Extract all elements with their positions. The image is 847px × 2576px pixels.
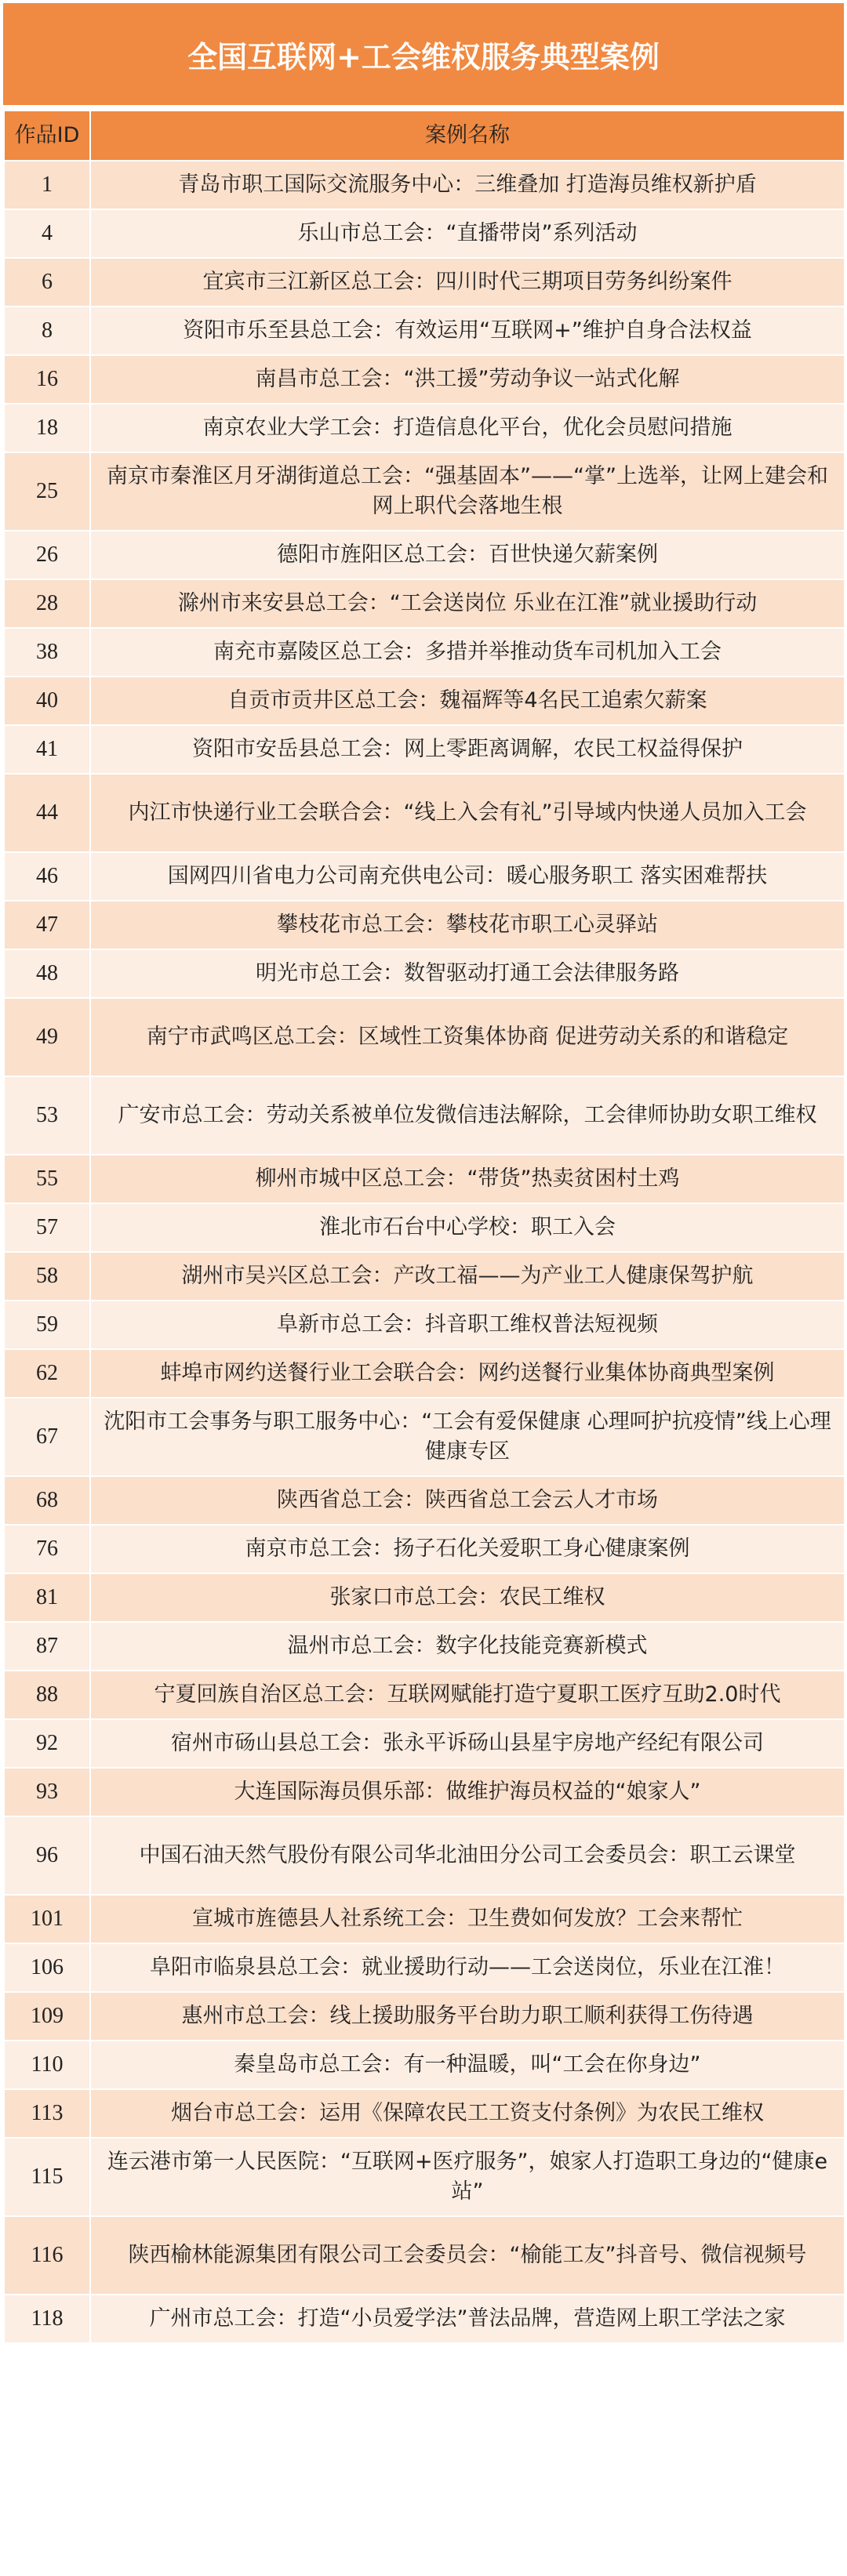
case-id-cell: 118 [4, 2295, 90, 2343]
case-id-cell: 4 [4, 209, 90, 258]
case-name-cell: 宣城市旌德县人社系统工会：卫生费如何发放？工会来帮忙 [90, 1895, 845, 1943]
case-name-cell: 连云港市第一人民医院：“互联网+医疗服务”，娘家人打造职工身边的“健康e站” [90, 2138, 845, 2216]
case-name-cell: 大连国际海员俱乐部：做维护海员权益的“娘家人” [90, 1768, 845, 1816]
table-row [4, 2295, 845, 2343]
case-id-cell: 47 [4, 901, 90, 949]
case-name-cell: 宜宾市三江新区总工会：四川时代三期项目劳务纠纷案件 [90, 258, 845, 307]
case-id-cell: 16 [4, 355, 90, 404]
case-id-cell: 18 [4, 404, 90, 452]
page-title: 全国互联网+工会维权服务典型案例 [187, 39, 660, 74]
table-row [4, 579, 845, 628]
case-table [3, 110, 845, 2344]
case-name-cell: 南京农业大学工会：打造信息化平台，优化会员慰问措施 [90, 404, 845, 452]
case-name-cell: 国网四川省电力公司南充供电公司：暖心服务职工 落实困难帮扶 [90, 852, 845, 901]
case-name-cell: 广州市总工会：打造“小员爱学法”普法品牌，营造网上职工学法之家 [90, 2295, 845, 2343]
table-row [4, 1719, 845, 1768]
table-row [4, 355, 845, 404]
table-row [4, 949, 845, 998]
case-name-cell: 湖州市吴兴区总工会：产改工福——为产业工人健康保驾护航 [90, 1252, 845, 1301]
table-row [4, 1573, 845, 1622]
case-name-cell: 淮北市石台中心学校：职工入会 [90, 1203, 845, 1252]
table-row [4, 2089, 845, 2138]
case-id-cell: 67 [4, 1398, 90, 1476]
table-row [4, 1252, 845, 1301]
case-name-cell: 南充市嘉陵区总工会：多措并举推动货车司机加入工会 [90, 628, 845, 677]
case-name-cell: 陕西榆林能源集团有限公司工会委员会：“榆能工友”抖音号、微信视频号 [90, 2216, 845, 2295]
case-id-cell: 48 [4, 949, 90, 998]
case-id-cell: 109 [4, 1992, 90, 2041]
table-row [4, 2041, 845, 2089]
column-header-name: 案例名称 [90, 111, 845, 161]
table-row [4, 1203, 845, 1252]
case-id-cell: 26 [4, 531, 90, 579]
case-name-cell: 滁州市来安县总工会：“工会送岗位 乐业在江淮”就业援助行动 [90, 579, 845, 628]
case-name-cell: 广安市总工会：劳动关系被单位发微信违法解除，工会律师协助女职工维权 [90, 1076, 845, 1155]
table-row [4, 1476, 845, 1525]
case-id-cell: 49 [4, 998, 90, 1076]
table-row [4, 1622, 845, 1671]
case-id-cell: 38 [4, 628, 90, 677]
case-id-cell: 115 [4, 2138, 90, 2216]
table-row [4, 258, 845, 307]
table-body [4, 161, 845, 2343]
case-id-cell: 92 [4, 1719, 90, 1768]
table-row [4, 852, 845, 901]
table-row [4, 998, 845, 1076]
table-row [4, 404, 845, 452]
case-name-cell: 内江市快递行业工会联合会：“线上入会有礼”引导域内快递人员加入工会 [90, 774, 845, 852]
case-id-cell: 93 [4, 1768, 90, 1816]
case-id-cell: 76 [4, 1525, 90, 1573]
case-name-cell: 秦皇岛市总工会：有一种温暖，叫“工会在你身边” [90, 2041, 845, 2089]
case-name-cell: 中国石油天然气股份有限公司华北油田分公司工会委员会：职工云课堂 [90, 1816, 845, 1895]
case-id-cell: 101 [4, 1895, 90, 1943]
case-id-cell: 113 [4, 2089, 90, 2138]
case-name-cell: 自贡市贡井区总工会：魏福辉等4名民工追索欠薪案 [90, 677, 845, 725]
case-name-cell: 阜阳市临泉县总工会：就业援助行动——工会送岗位，乐业在江淮！ [90, 1943, 845, 1992]
table-row [4, 677, 845, 725]
case-id-cell: 57 [4, 1203, 90, 1252]
case-name-cell: 阜新市总工会：抖音职工维权普法短视频 [90, 1301, 845, 1349]
table-row [4, 161, 845, 209]
case-id-cell: 44 [4, 774, 90, 852]
case-name-cell: 南京市秦淮区月牙湖街道总工会：“强基固本”——“掌”上选举，让网上建会和网上职代会落地生根 [90, 452, 845, 531]
case-name-cell: 张家口市总工会：农民工维权 [90, 1573, 845, 1622]
case-id-cell: 53 [4, 1076, 90, 1155]
case-id-cell: 96 [4, 1816, 90, 1895]
case-id-cell: 41 [4, 725, 90, 774]
case-id-cell: 106 [4, 1943, 90, 1992]
case-name-cell: 蚌埠市网约送餐行业工会联合会：网约送餐行业集体协商典型案例 [90, 1349, 845, 1398]
case-name-cell: 乐山市总工会：“直播带岗”系列活动 [90, 209, 845, 258]
table-row [4, 774, 845, 852]
case-name-cell: 南昌市总工会：“洪工援”劳动争议一站式化解 [90, 355, 845, 404]
table-row [4, 531, 845, 579]
table-row [4, 2216, 845, 2295]
case-id-cell: 6 [4, 258, 90, 307]
case-id-cell: 58 [4, 1252, 90, 1301]
case-id-cell: 62 [4, 1349, 90, 1398]
case-id-cell: 116 [4, 2216, 90, 2295]
case-id-cell: 59 [4, 1301, 90, 1349]
table-row [4, 452, 845, 531]
table-row [4, 1816, 845, 1895]
case-name-cell: 宿州市砀山县总工会：张永平诉砀山县星宇房地产经纪有限公司 [90, 1719, 845, 1768]
case-name-cell: 明光市总工会：数智驱动打通工会法律服务路 [90, 949, 845, 998]
case-name-cell: 烟台市总工会：运用《保障农民工工资支付条例》为农民工维权 [90, 2089, 845, 2138]
table-row [4, 1768, 845, 1816]
table-row [4, 1943, 845, 1992]
case-id-cell: 55 [4, 1155, 90, 1203]
table-row [4, 628, 845, 677]
case-name-cell: 攀枝花市总工会：攀枝花市职工心灵驿站 [90, 901, 845, 949]
table-header-row [4, 111, 845, 161]
case-name-cell: 宁夏回族自治区总工会：互联网赋能打造宁夏职工医疗互助2.0时代 [90, 1671, 845, 1719]
table-row [4, 209, 845, 258]
case-id-cell: 110 [4, 2041, 90, 2089]
case-id-cell: 8 [4, 307, 90, 355]
table-row [4, 1155, 845, 1203]
case-id-cell: 25 [4, 452, 90, 531]
table-row [4, 1671, 845, 1719]
case-id-cell: 28 [4, 579, 90, 628]
column-header-id: 作品ID [4, 111, 90, 161]
table-row [4, 1525, 845, 1573]
case-name-cell: 青岛市职工国际交流服务中心：三维叠加 打造海员维权新护盾 [90, 161, 845, 209]
table-row [4, 307, 845, 355]
case-name-cell: 资阳市乐至县总工会：有效运用“互联网+”维护自身合法权益 [90, 307, 845, 355]
table-row [4, 901, 845, 949]
case-id-cell: 1 [4, 161, 90, 209]
case-id-cell: 46 [4, 852, 90, 901]
title-banner [3, 3, 844, 105]
case-id-cell: 87 [4, 1622, 90, 1671]
table-row [4, 1349, 845, 1398]
table-row [4, 725, 845, 774]
table-row [4, 1301, 845, 1349]
table-row [4, 1398, 845, 1476]
case-name-cell: 温州市总工会：数字化技能竞赛新模式 [90, 1622, 845, 1671]
case-name-cell: 南京市总工会：扬子石化关爱职工身心健康案例 [90, 1525, 845, 1573]
case-id-cell: 81 [4, 1573, 90, 1622]
case-name-cell: 陕西省总工会：陕西省总工会云人才市场 [90, 1476, 845, 1525]
case-name-cell: 南宁市武鸣区总工会：区域性工资集体协商 促进劳动关系的和谐稳定 [90, 998, 845, 1076]
case-id-cell: 88 [4, 1671, 90, 1719]
case-id-cell: 68 [4, 1476, 90, 1525]
table-row [4, 1895, 845, 1943]
table-row [4, 2138, 845, 2216]
case-name-cell: 资阳市安岳县总工会：网上零距离调解，农民工权益得保护 [90, 725, 845, 774]
case-id-cell: 40 [4, 677, 90, 725]
table-row [4, 1992, 845, 2041]
case-name-cell: 沈阳市工会事务与职工服务中心：“工会有爱保健康 心理呵护抗疫情”线上心理健康专区 [90, 1398, 845, 1476]
table-row [4, 1076, 845, 1155]
case-name-cell: 惠州市总工会：线上援助服务平台助力职工顺利获得工伤待遇 [90, 1992, 845, 2041]
case-name-cell: 德阳市旌阳区总工会：百世快递欠薪案例 [90, 531, 845, 579]
case-name-cell: 柳州市城中区总工会：“带货”热卖贫困村土鸡 [90, 1155, 845, 1203]
